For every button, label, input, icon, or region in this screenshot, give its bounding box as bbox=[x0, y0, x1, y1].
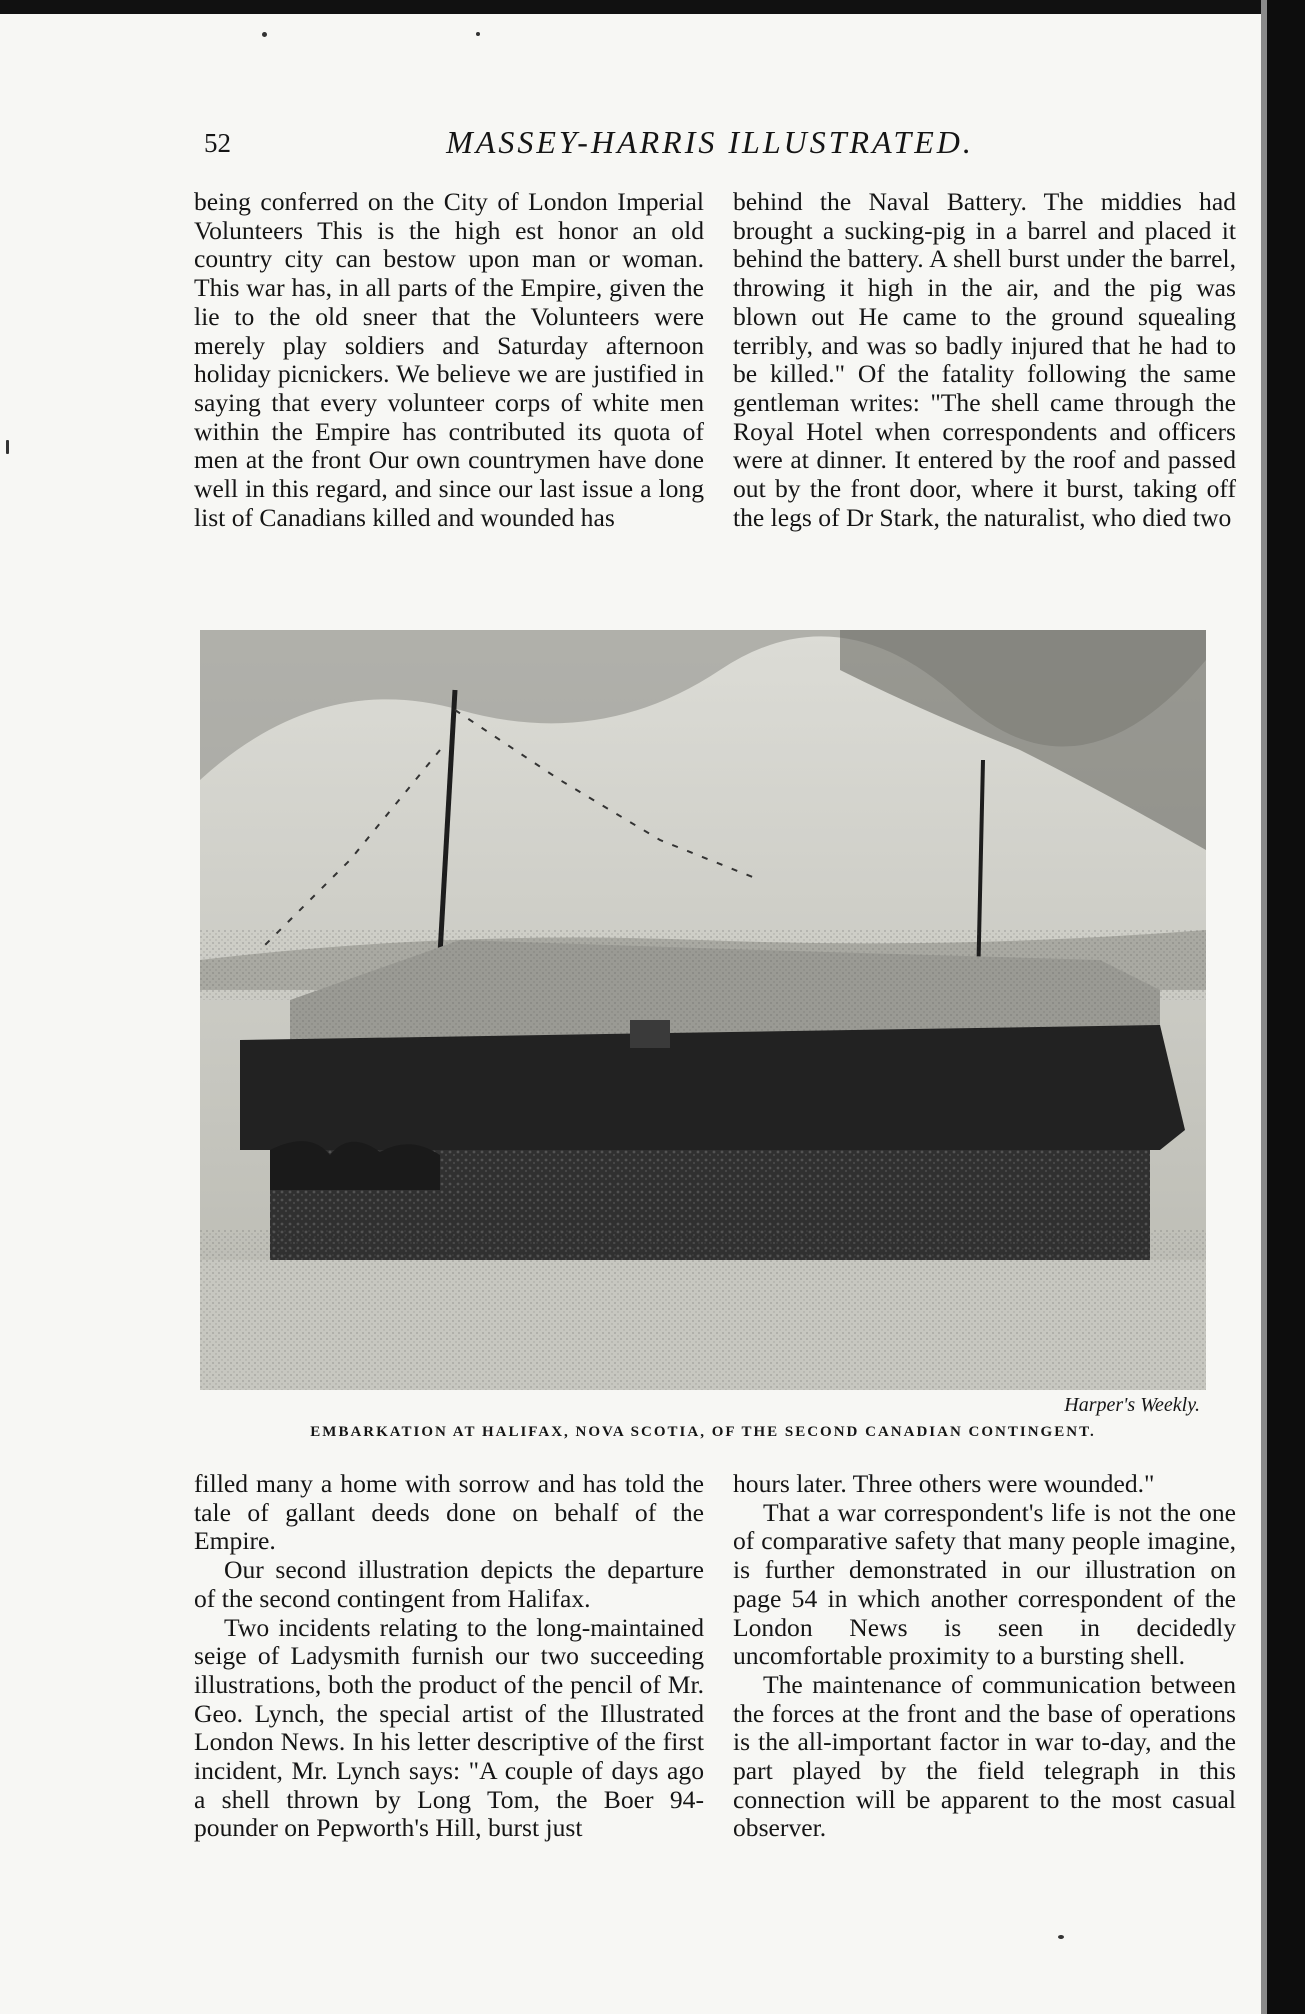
article-paragraph: The maintenance of communication between the forces at the front and the base of operations is the all-important factor in war to-day, and the part played by the field telegraph in this connection will be apparent to the most casual observer. bbox=[733, 1669, 1236, 1843]
scan-border-right bbox=[1267, 0, 1305, 2014]
scan-border-top bbox=[0, 0, 1305, 14]
article-column-top-right bbox=[733, 188, 1236, 600]
scan-speck bbox=[1058, 1935, 1064, 1939]
article-paragraph: filled many a home with sorrow and has told the tale of gallant deeds done on behalf of the Empire. bbox=[194, 1470, 704, 1556]
ship-funnel bbox=[630, 1020, 670, 1048]
scan-speck bbox=[262, 32, 267, 37]
article-paragraph: That a war correspondent's life is not the one of comparative safety that many people imagine, is further demonstrated in our illustration on page 54 in which another correspondent of the London News is seen in decidedly uncomfortable proximity to a bursting shell. bbox=[733, 1497, 1236, 1671]
article-column-bottom-right bbox=[733, 1470, 1236, 1922]
illustration-caption: EMBARKATION AT HALIFAX, NOVA SCOTIA, OF THE SECOND CANADIAN CONTINGENT. bbox=[310, 1424, 1096, 1440]
page-number: 52 bbox=[204, 128, 231, 158]
scan-speck bbox=[6, 440, 9, 454]
article-column-top-left bbox=[194, 188, 704, 600]
article-paragraph: Two incidents relating to the long-maintained seige of Ladysmith furnish our two succeeding illustrations, both the product of the pencil of Mr. Geo. Lynch, the special artist of the Illustrated London News. In his letter descriptive of the first incident, Mr. Lynch says: "A couple of days ago a shell thrown by Long Tom, the Boer 94-pounder on Pepworth's Hill, burst just bbox=[194, 1612, 704, 1843]
article-paragraph: Our second illustration depicts the departure of the second contingent from Halifax. bbox=[194, 1555, 704, 1613]
horses bbox=[270, 1141, 440, 1190]
article-paragraph: hours later. Three others were wounded." bbox=[733, 1470, 1155, 1498]
article-paragraph: being conferred on the City of London Imperial Volunteers This is the high est honor an old country city can bestow upon man or woman. This war has, in all parts of the Empire, given the lie to the old sneer that the Volunteers were merely play soldiers and Saturday afternoon holiday picnickers. We believe we are justified in saying that every volunteer corps of white men within the Empire has contributed its quota of men at the front Our own countrymen have done well in this regard, and since our last issue a long list of Canadians killed and wounded has bbox=[194, 188, 704, 532]
embarkation-photograph bbox=[200, 630, 1206, 1390]
running-title: MASSEY-HARRIS ILLUSTRATED. bbox=[446, 124, 974, 160]
scan-speck bbox=[476, 32, 480, 36]
article-paragraph: behind the Naval Battery. The middies had brought a sucking-pig in a barrel and placed it behind the battery. A shell burst under the barrel, throwing it high in the air, and the pig was blown out He came to the ground squealing terribly, and was so badly injured that he had to be killed." Of the fatality following the same gentleman writes: "The shell came through the Royal Hotel when correspondents and officers were at dinner. It entered by the roof and passed out by the front door, where it burst, taking off the legs of Dr Stark, the naturalist, who died two bbox=[733, 188, 1236, 532]
ship-hull bbox=[240, 1025, 1185, 1150]
illustration-credit: Harper's Weekly. bbox=[1064, 1394, 1200, 1416]
article-column-bottom-left bbox=[194, 1470, 704, 1922]
